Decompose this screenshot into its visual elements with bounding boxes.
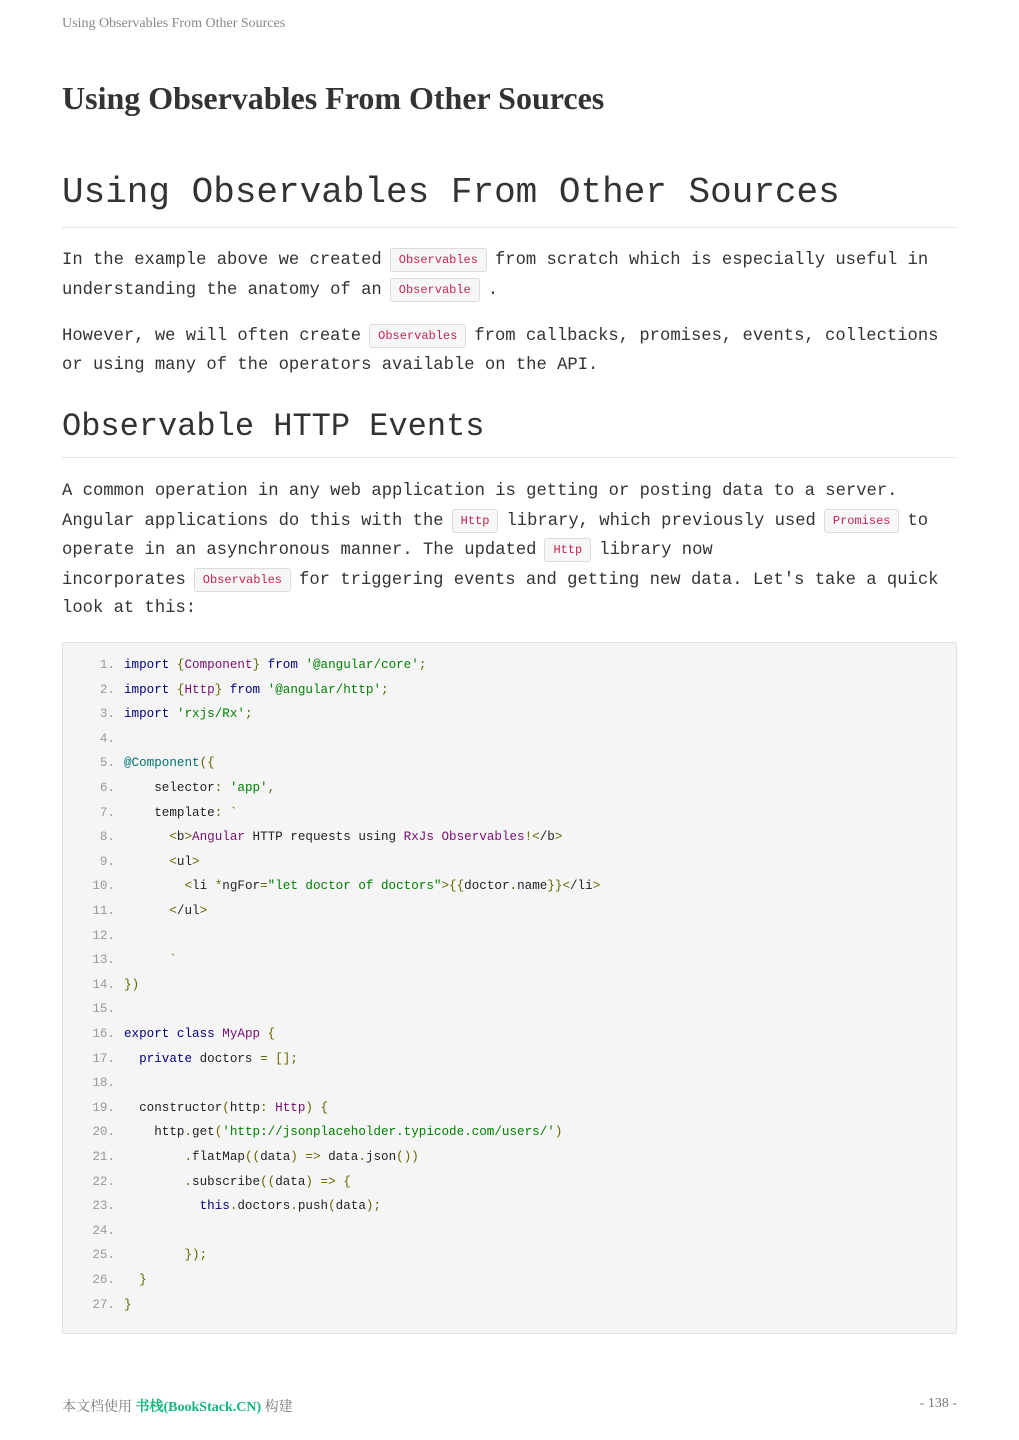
line-number: 19. xyxy=(92,1100,115,1115)
bookstack-link[interactable]: 书栈(BookStack.CN) xyxy=(135,1400,262,1415)
code-text: template: ` xyxy=(124,805,238,820)
code-line xyxy=(63,801,237,825)
code-text: }); xyxy=(184,1248,208,1263)
code-line xyxy=(63,899,207,923)
line-number: 9. xyxy=(99,854,115,869)
code-block[interactable] xyxy=(62,642,957,1334)
code-text: <ul> xyxy=(169,854,200,869)
paragraph-text: In the example above we created xyxy=(62,251,382,270)
footer-suffix: 构建 xyxy=(264,1400,293,1415)
inline-code: Http xyxy=(452,509,499,533)
inline-code: Http xyxy=(544,538,591,562)
code-text: private doctors = []; xyxy=(139,1051,298,1066)
code-line xyxy=(63,1071,124,1095)
code-text: http.get('http://jsonplaceholder.typicode.com/users/') xyxy=(124,1125,563,1140)
code-line xyxy=(63,1022,275,1046)
code-line xyxy=(63,1194,381,1218)
code-text: .subscribe((data) => { xyxy=(184,1174,351,1189)
code-line xyxy=(63,776,275,800)
line-number: 4. xyxy=(99,731,115,746)
line-number: 11. xyxy=(92,904,115,918)
code-line xyxy=(63,1268,147,1292)
line-number: 1. xyxy=(99,658,115,672)
paragraph-text: However, we will often create xyxy=(62,327,362,346)
code-text: @Component({ xyxy=(124,756,215,771)
line-number: 8. xyxy=(99,830,115,845)
inline-code: Observable xyxy=(390,278,480,302)
code-text: import 'rxjs/Rx'; xyxy=(124,707,253,722)
inline-code: Observables xyxy=(194,568,291,592)
code-text: } xyxy=(124,1297,132,1312)
line-number: 23. xyxy=(92,1199,115,1214)
code-line xyxy=(63,1293,132,1317)
code-line xyxy=(63,751,215,775)
line-number: 20. xyxy=(92,1125,115,1140)
inline-code: Observables xyxy=(390,248,487,272)
paragraph-callbacks xyxy=(62,322,957,380)
code-text: import {Component} from '@angular/core'; xyxy=(124,658,427,672)
document-title: Using Observables From Other Sources xyxy=(62,80,605,116)
line-number: 18. xyxy=(92,1076,115,1091)
code-text: selector: 'app', xyxy=(124,781,276,795)
code-line xyxy=(63,874,600,898)
code-line xyxy=(63,825,562,849)
code-line xyxy=(63,924,124,948)
paragraph-text: library now incorporates xyxy=(62,541,713,590)
code-text: export class MyApp { xyxy=(124,1027,276,1041)
paragraph-intro xyxy=(62,246,957,305)
code-text: <b>Angular HTTP requests using RxJs Observables!</b> xyxy=(169,830,563,845)
code-text: .flatMap((data) => data.json()) xyxy=(184,1150,419,1164)
code-text: </ul> xyxy=(169,904,208,918)
paragraph-text: to operate in an asynchronous manner. The updated xyxy=(62,511,929,560)
code-text: } xyxy=(139,1273,147,1287)
code-line xyxy=(63,727,124,751)
section-heading-http-events: Observable HTTP Events xyxy=(62,408,957,458)
line-number: 6. xyxy=(99,781,115,795)
line-number: 15. xyxy=(92,1002,115,1017)
line-number: 22. xyxy=(92,1174,115,1189)
paragraph-text: from scratch which is especially useful in understanding the anatomy of an xyxy=(62,251,929,300)
code-text: <li *ngFor="let doctor of doctors">{{doctor.name}}</li> xyxy=(184,879,601,894)
line-number: 25. xyxy=(92,1248,115,1263)
footer-credit xyxy=(62,1396,293,1416)
code-text: ` xyxy=(169,953,177,968)
line-number: 27. xyxy=(92,1297,115,1312)
line-number: 26. xyxy=(92,1273,115,1287)
inline-code: Observables xyxy=(369,324,466,348)
code-line xyxy=(63,1145,419,1169)
line-number: 24. xyxy=(92,1223,115,1238)
section-heading-sources: Using Observables From Other Sources xyxy=(62,172,957,228)
code-text: }) xyxy=(124,977,140,992)
line-number: 17. xyxy=(92,1051,115,1066)
line-number: 21. xyxy=(92,1150,115,1164)
line-number: 7. xyxy=(99,805,115,820)
code-line xyxy=(63,997,124,1021)
paragraph-text: from callbacks, promises, events, collections or using many of the operators available on the API. xyxy=(62,327,939,375)
line-number: 10. xyxy=(92,879,115,894)
code-line xyxy=(63,1219,124,1243)
code-line xyxy=(63,702,253,726)
code-line xyxy=(63,653,426,677)
code-line xyxy=(63,948,177,972)
code-text: constructor(http: Http) { xyxy=(124,1100,329,1115)
line-number: 3. xyxy=(99,707,115,722)
line-number: 12. xyxy=(92,928,115,943)
running-header: Using Observables From Other Sources xyxy=(62,16,286,31)
code-text: import {Http} from '@angular/http'; xyxy=(124,682,389,697)
footer-prefix: 本文档使用 xyxy=(62,1400,132,1415)
code-text: this.doctors.push(data); xyxy=(199,1199,381,1214)
paragraph-http xyxy=(62,478,957,624)
paragraph-text: for triggering events and getting new data. Let's take a quick look at this: xyxy=(62,570,939,618)
line-number: 14. xyxy=(92,977,115,992)
code-line xyxy=(63,973,139,997)
line-number: 16. xyxy=(92,1027,115,1041)
code-line xyxy=(63,1170,351,1194)
code-line xyxy=(63,1096,328,1120)
paragraph-text: . xyxy=(487,280,499,300)
code-line xyxy=(63,850,200,874)
line-number: 2. xyxy=(99,682,115,697)
line-number: 5. xyxy=(99,756,115,771)
inline-code: Promises xyxy=(824,509,900,533)
code-line xyxy=(63,1047,298,1071)
code-line xyxy=(63,1243,207,1267)
code-line xyxy=(63,1120,562,1144)
page-number: - 138 - xyxy=(919,1396,957,1411)
paragraph-text: library, which previously used xyxy=(506,511,816,531)
line-number: 13. xyxy=(92,953,115,968)
code-line xyxy=(63,678,389,702)
paragraph-text: A common operation in any web application is getting or posting data to a server. Angular applications do this with the xyxy=(62,482,898,531)
